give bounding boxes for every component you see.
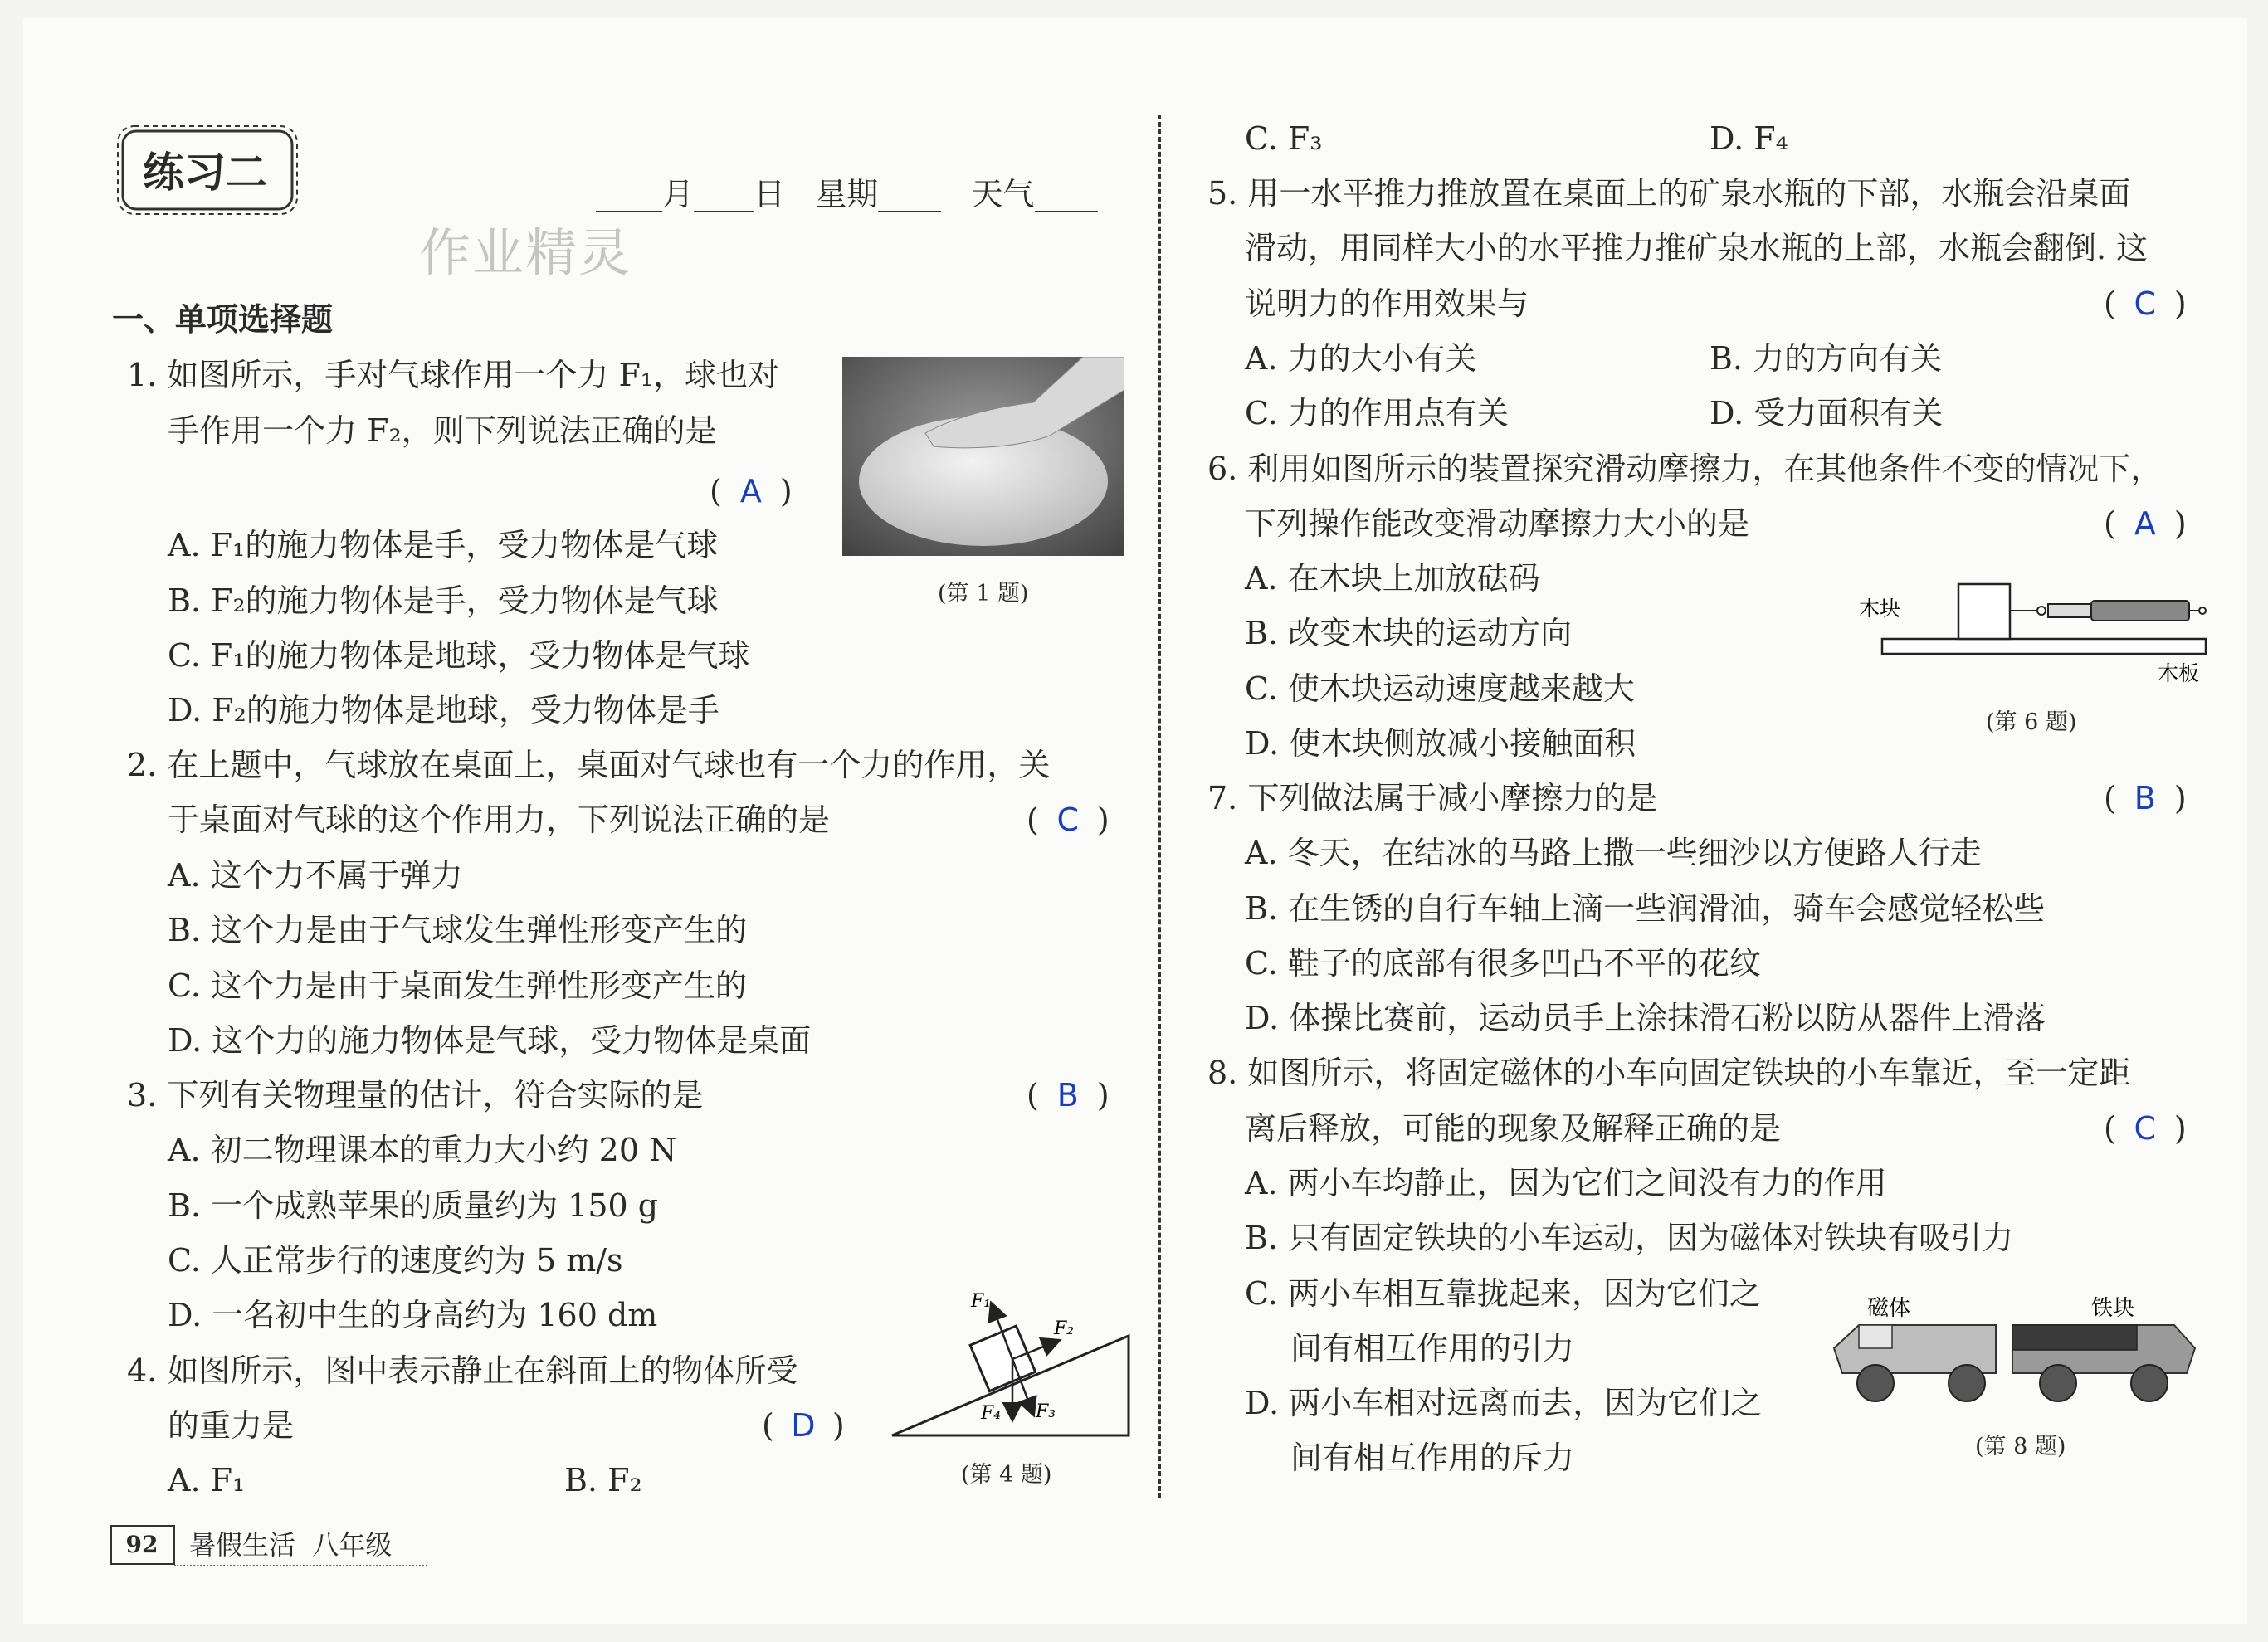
q2-answer: ( C ) [1027,802,1110,838]
q2-option-d: D. 这个力的施力物体是气球，受力物体是桌面 [168,1022,812,1059]
q5-line-1: 5. 用一水平推力推放置在桌面上的矿泉水瓶的下部，水瓶会沿桌面 [1207,175,2131,212]
q3-answer: ( B ) [1027,1077,1110,1113]
q7-option-b: B. 在生锈的自行车轴上滴一些润滑油，骑车会感觉轻松些 [1245,890,2046,927]
q4-option-a: A. F₁ [168,1462,246,1498]
q7-answer: ( B ) [2104,780,2187,816]
q6-option-b: B. 改变木块的运动方向 [1245,615,1573,651]
q1-answer: ( A ) [710,473,793,509]
label-f1: F₁ [971,1291,992,1312]
q4-line-1: 4. 如图所示，图中表示静止在斜面上的物体所受 [127,1352,798,1389]
q2-option-a: A. 这个力不属于弹力 [168,857,463,894]
q1-option-a: A. F₁的施力物体是手，受力物体是气球 [168,527,719,563]
q3-option-a: A. 初二物理课本的重力大小约 20 N [168,1132,677,1168]
q1-caption: (第 1 题) [938,581,1029,607]
friction-apparatus-diagram [1851,573,2216,689]
q8-option-d-cont: 间有相互作用的斥力 [1290,1440,1575,1476]
q8-option-a: A. 两小车均静止，因为它们之间没有力的作用 [1245,1165,1887,1201]
q2-line-1: 2. 在上题中，气球放在桌面上，桌面对气球也有一个力的作用，关 [127,747,1051,783]
magnet-carts-diagram [1826,1290,2216,1415]
q5-option-a: A. 力的大小有关 [1245,340,1477,377]
q1-option-d: D. F₂的施力物体是地球，受力物体是手 [168,692,719,728]
q5-line-2: 滑动，用同样大小的水平推力推矿泉水瓶的上部，水瓶会翻倒. 这 [1245,230,2149,266]
q2-line-2: 于桌面对气球的这个作用力，下列说法正确的是 [168,802,831,838]
q2-option-b: B. 这个力是由于气球发生弹性形变产生的 [168,912,748,948]
q3-line-1: 3. 下列有关物理量的估计，符合实际的是 [127,1077,704,1113]
q6-option-a: A. 在木块上加放砝码 [1245,560,1540,597]
balloon-photo [842,357,1124,556]
q3-option-b: B. 一个成熟苹果的质量约为 150 g [168,1187,659,1224]
q6-line-1: 6. 利用如图所示的装置探究滑动摩擦力，在其他条件不变的情况下， [1207,451,2163,487]
q3-option-c: C. 人正常步行的速度约为 5 m/s [168,1242,623,1279]
label-wood-block: 木块 [1859,597,1901,621]
q6-option-c: C. 使木块运动速度越来越大 [1245,670,1635,707]
q8-line-2: 离后释放，可能的现象及解释正确的是 [1245,1110,1782,1147]
q1-line-1: 1. 如图所示，手对气球作用一个力 F₁，球也对 [127,357,780,393]
label-wood-board: 木板 [2158,661,2200,685]
exercise-title: 练习二 [143,149,267,197]
q4-option-d: D. F₄ [1710,120,1788,157]
q8-option-b: B. 只有固定铁块的小车运动，因为磁体对铁块有吸引力 [1245,1220,2014,1256]
q4-option-b: B. F₂ [564,1462,642,1498]
label-f3: F₃ [1036,1401,1056,1422]
column-divider [1158,115,1161,1498]
q8-option-c: C. 两小车相互靠拢起来，因为它们之 [1245,1275,1761,1312]
q7-line-1: 7. 下列做法属于减小摩擦力的是 [1207,780,1658,816]
date-line: 月 日 星期 天气 [596,176,1098,212]
q2-option-c: C. 这个力是由于桌面发生弹性形变产生的 [168,967,747,1004]
q6-answer: ( A ) [2104,505,2187,542]
q4-line-2: 的重力是 [168,1407,295,1444]
page-number: 92 [125,1531,159,1558]
q6-line-2: 下列操作能改变滑动摩擦力大小的是 [1245,505,1750,542]
q6-caption: (第 6 题) [1986,709,2077,735]
q5-option-b: B. 力的方向有关 [1710,340,1943,377]
q1-option-b: B. F₂的施力物体是手，受力物体是气球 [168,582,719,619]
q5-option-c: C. 力的作用点有关 [1245,395,1509,431]
q7-option-c: C. 鞋子的底部有很多凹凸不平的花纹 [1245,945,1761,982]
label-f2: F₂ [1054,1318,1075,1339]
q5-line-3: 说明力的作用效果与 [1245,285,1529,322]
q8-caption: (第 8 题) [1975,1434,2066,1459]
q4-option-c: C. F₃ [1245,120,1323,157]
label-f4: F₄ [981,1403,1002,1424]
q8-line-1: 8. 如图所示，将固定磁体的小车向固定铁块的小车靠近，至一定距 [1207,1055,2131,1091]
section-title: 一、单项选择题 [112,301,334,338]
q1-line-2: 手作用一个力 F₂，则下列说法正确的是 [168,412,717,449]
q3-option-d: D. 一名初中生的身高约为 160 dm [168,1297,658,1333]
footer-book: 暑假生活 八年级 [189,1529,393,1561]
q7-option-d: D. 体操比赛前，运动员手上涂抹滑石粉以防从器件上滑落 [1245,1000,2046,1036]
q4-caption: (第 4 题) [961,1462,1052,1488]
q8-option-c-cont: 间有相互作用的引力 [1290,1330,1575,1367]
q8-answer: ( C ) [2104,1110,2187,1147]
q4-answer: ( D ) [762,1407,845,1444]
q5-answer: ( C ) [2104,285,2187,322]
watermark: 作业精灵 [419,222,632,283]
footer-rule [174,1565,427,1566]
q1-option-c: C. F₁的施力物体是地球，受力物体是气球 [168,637,750,674]
label-magnet: 磁体 [1867,1296,1911,1321]
q7-option-a: A. 冬天，在结冰的马路上撒一些细沙以方便路人行走 [1245,835,1982,871]
incline-diagram [888,1286,1137,1444]
q5-option-d: D. 受力面积有关 [1710,395,1944,431]
q8-option-d: D. 两小车相对远离而去，因为它们之 [1245,1385,1763,1421]
q6-option-d: D. 使木块侧放减小接触面积 [1245,725,1636,762]
label-iron-block: 铁块 [2091,1296,2135,1321]
